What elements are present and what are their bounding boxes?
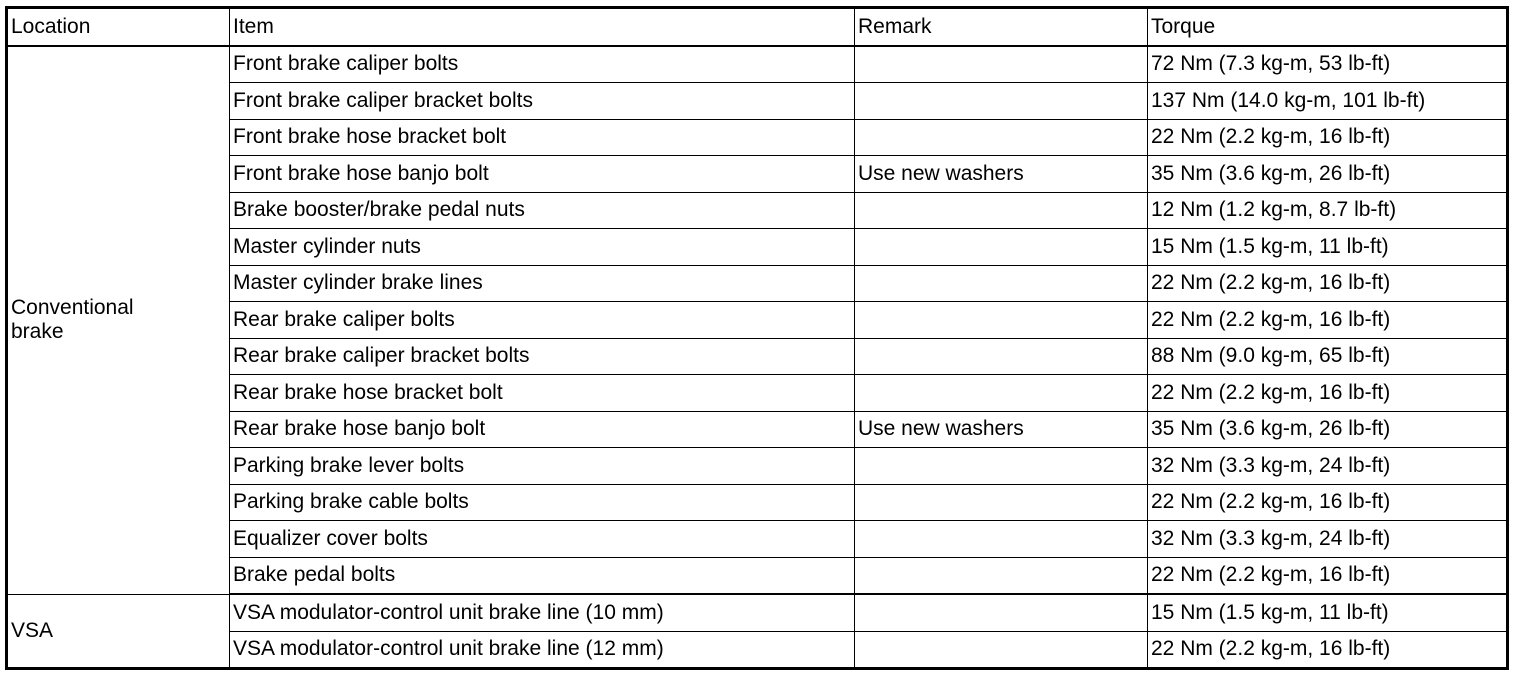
remark-cell (855, 83, 1148, 120)
table-row (7, 338, 1508, 375)
remark-cell (855, 302, 1148, 339)
location-label: Conventional brake (11, 295, 134, 343)
table-row (7, 631, 1508, 669)
torque-cell: 32 Nm (3.3 kg-m, 24 lb-ft) (1148, 521, 1508, 558)
remark-cell (855, 631, 1148, 669)
table-row (7, 265, 1508, 302)
item-cell: Rear brake caliper bracket bolts (230, 338, 855, 375)
remark-cell (855, 594, 1148, 631)
torque-cell: 137 Nm (14.0 kg-m, 101 lb-ft) (1148, 83, 1508, 120)
torque-cell: 22 Nm (2.2 kg-m, 16 lb-ft) (1148, 375, 1508, 412)
torque-cell: 22 Nm (2.2 kg-m, 16 lb-ft) (1148, 119, 1508, 156)
item-cell: Rear brake hose bracket bolt (230, 375, 855, 412)
item-cell: Equalizer cover bolts (230, 521, 855, 558)
location-cell (7, 594, 230, 669)
remark-cell (855, 557, 1148, 594)
torque-cell: 22 Nm (2.2 kg-m, 16 lb-ft) (1148, 631, 1508, 669)
header-item: Item (230, 8, 855, 46)
item-cell: Front brake caliper bolts (230, 46, 855, 83)
header-remark: Remark (855, 8, 1148, 46)
table-row (7, 192, 1508, 229)
table-row (7, 484, 1508, 521)
torque-cell: 72 Nm (7.3 kg-m, 53 lb-ft) (1148, 46, 1508, 83)
remark-cell: Use new washers (855, 156, 1148, 193)
item-cell: Master cylinder nuts (230, 229, 855, 266)
remark-cell (855, 484, 1148, 521)
remark-cell: Use new washers (855, 411, 1148, 448)
table-row (7, 557, 1508, 594)
header-row (7, 8, 1508, 46)
torque-cell: 35 Nm (3.6 kg-m, 26 lb-ft) (1148, 411, 1508, 448)
torque-cell: 88 Nm (9.0 kg-m, 65 lb-ft) (1148, 338, 1508, 375)
item-cell: Brake booster/brake pedal nuts (230, 192, 855, 229)
item-cell: Master cylinder brake lines (230, 265, 855, 302)
item-cell: Front brake hose banjo bolt (230, 156, 855, 193)
torque-cell: 35 Nm (3.6 kg-m, 26 lb-ft) (1148, 156, 1508, 193)
header-location: Location (7, 8, 230, 46)
table-body (7, 46, 1508, 669)
remark-cell (855, 375, 1148, 412)
table-row (7, 46, 1508, 83)
table-row (7, 83, 1508, 120)
table-row (7, 411, 1508, 448)
item-cell: VSA modulator-control unit brake line (12 mm) (230, 631, 855, 669)
table-row (7, 375, 1508, 412)
remark-cell (855, 192, 1148, 229)
remark-cell (855, 119, 1148, 156)
remark-cell (855, 46, 1148, 83)
torque-cell: 22 Nm (2.2 kg-m, 16 lb-ft) (1148, 484, 1508, 521)
table-row (7, 521, 1508, 558)
table-row (7, 119, 1508, 156)
remark-cell (855, 448, 1148, 485)
table-row (7, 156, 1508, 193)
remark-cell (855, 229, 1148, 266)
torque-cell: 15 Nm (1.5 kg-m, 11 lb-ft) (1148, 594, 1508, 631)
torque-cell: 12 Nm (1.2 kg-m, 8.7 lb-ft) (1148, 192, 1508, 229)
torque-cell: 22 Nm (2.2 kg-m, 16 lb-ft) (1148, 302, 1508, 339)
remark-cell (855, 265, 1148, 302)
torque-spec-table (5, 6, 1509, 670)
header-torque: Torque (1148, 8, 1508, 46)
location-label: VSA (11, 618, 54, 642)
item-cell: Parking brake lever bolts (230, 448, 855, 485)
table-row (7, 448, 1508, 485)
table-header (7, 8, 1508, 46)
table-row (7, 302, 1508, 339)
item-cell: Front brake caliper bracket bolts (230, 83, 855, 120)
torque-cell: 22 Nm (2.2 kg-m, 16 lb-ft) (1148, 265, 1508, 302)
item-cell: Parking brake cable bolts (230, 484, 855, 521)
item-cell: Rear brake caliper bolts (230, 302, 855, 339)
item-cell: Brake pedal bolts (230, 557, 855, 594)
location-cell (7, 46, 230, 595)
table-row (7, 594, 1508, 631)
torque-cell: 32 Nm (3.3 kg-m, 24 lb-ft) (1148, 448, 1508, 485)
table-row (7, 229, 1508, 266)
item-cell: VSA modulator-control unit brake line (10 mm) (230, 594, 855, 631)
remark-cell (855, 338, 1148, 375)
remark-cell (855, 521, 1148, 558)
torque-cell: 15 Nm (1.5 kg-m, 11 lb-ft) (1148, 229, 1508, 266)
item-cell: Front brake hose bracket bolt (230, 119, 855, 156)
torque-cell: 22 Nm (2.2 kg-m, 16 lb-ft) (1148, 557, 1508, 594)
item-cell: Rear brake hose banjo bolt (230, 411, 855, 448)
